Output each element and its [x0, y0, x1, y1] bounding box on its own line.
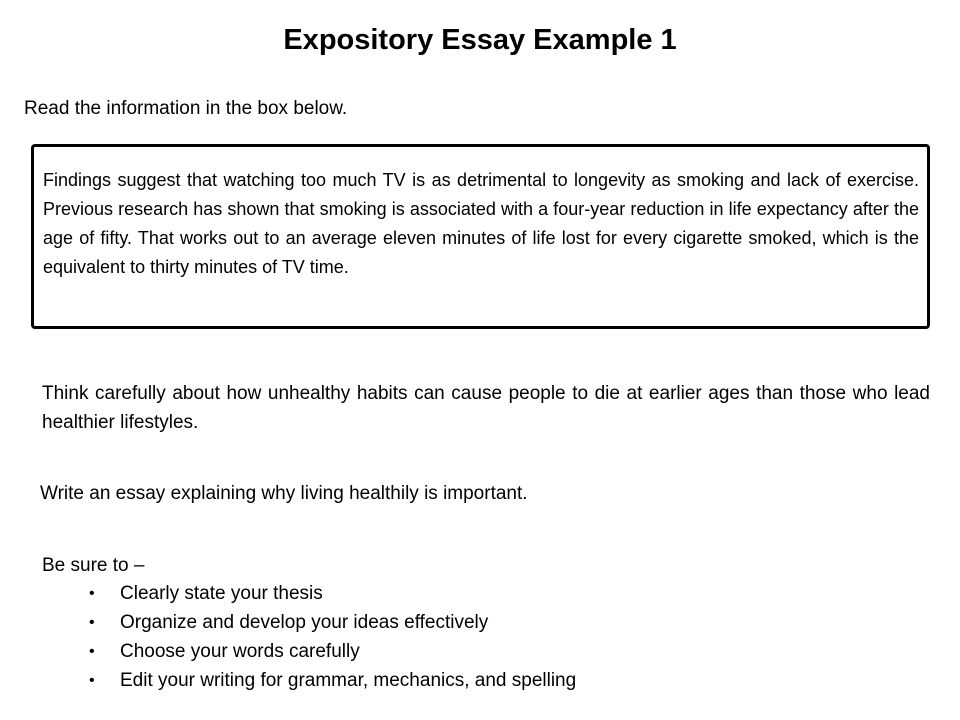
checklist-item-text: Organize and develop your ideas effectively [120, 612, 489, 633]
instruction-text: Read the information in the box below. [24, 98, 348, 119]
bullet-icon: • [89, 672, 95, 689]
think-prompt: Think carefully about how unhealthy habits can cause people to die at earlier ages than those who lead healthier lifestyles. [42, 383, 930, 433]
bullet-icon: • [89, 643, 95, 660]
bullet-icon: • [89, 585, 95, 602]
checklist-item-text: Choose your words carefully [120, 641, 360, 662]
checklist-item-text: Clearly state your thesis [120, 583, 323, 604]
information-box-text: Findings suggest that watching too much TV is as detrimental to longevity as smoking and lack of exercise. Previous research has shown that smoking is associated with a four-year reduction in life expectancy after the age of fifty. That works out to an average eleven minutes of life lost for every cigarette smoked, which is the equivalent to thirty minutes of TV time. [43, 170, 919, 277]
bullet-icon: • [89, 614, 95, 631]
information-box [31, 144, 930, 329]
page-title: Expository Essay Example 1 [283, 24, 677, 56]
checklist-heading: Be sure to – [42, 555, 145, 576]
write-prompt: Write an essay explaining why living healthily is important. [40, 483, 528, 504]
checklist-item-text: Edit your writing for grammar, mechanics, and spelling [120, 670, 577, 691]
